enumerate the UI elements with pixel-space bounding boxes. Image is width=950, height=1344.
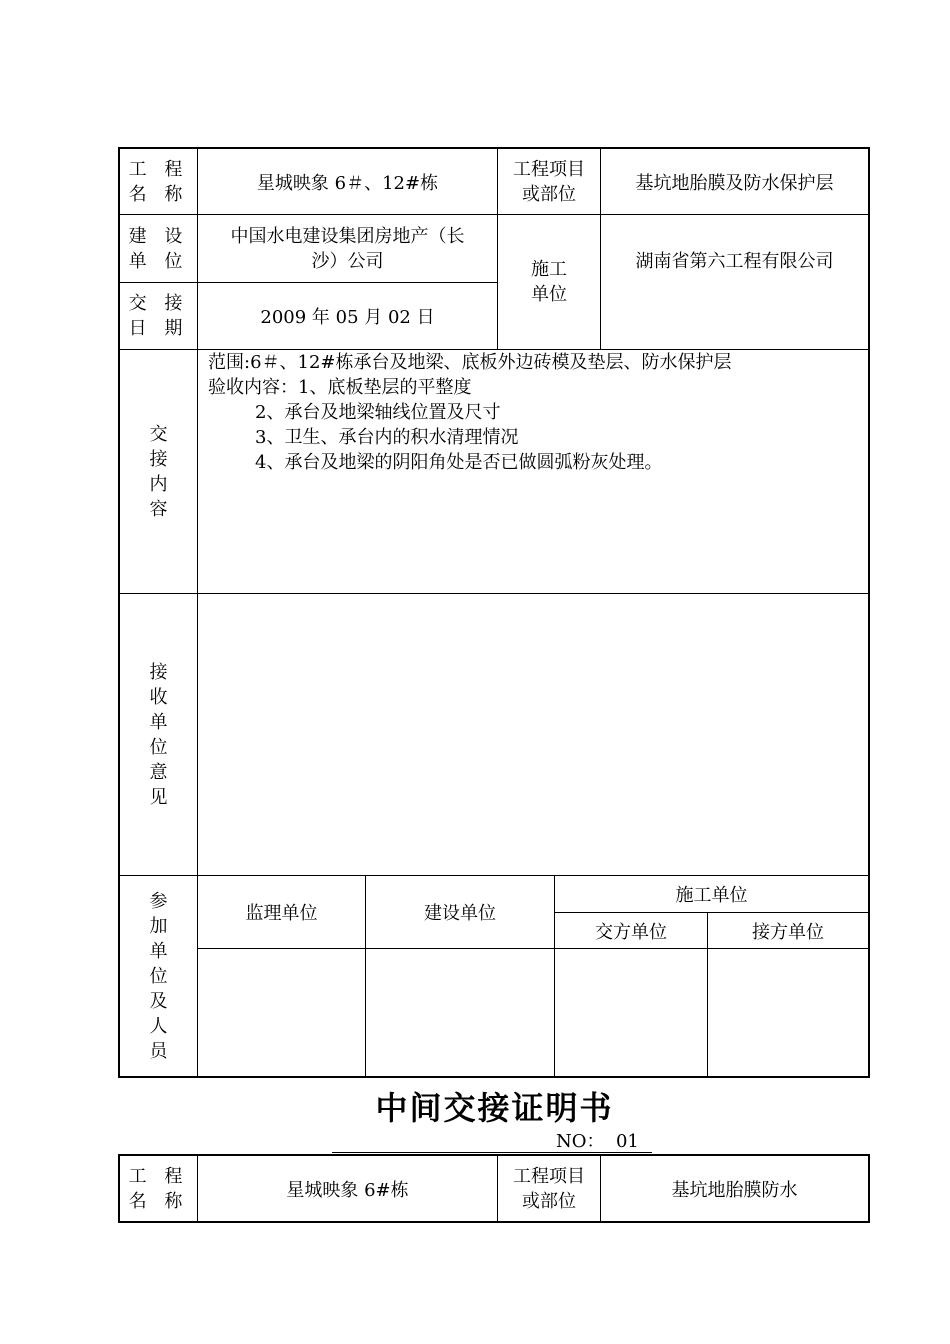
handover-date-value: 2009 年 05 月 02 日 <box>260 307 435 328</box>
document-title: 中间交接证明书 <box>375 1089 614 1127</box>
owner-label: 建设单位 <box>424 903 496 924</box>
project-item-label: 工程项目 或部位 <box>513 158 585 205</box>
opinion-label: 接收单位意见 <box>149 661 168 808</box>
project-name-value-2: 星城映象 6#栋 <box>286 1179 409 1201</box>
opinion-area <box>198 594 868 875</box>
project-item-label-2: 工程项目 或部位 <box>513 1165 585 1212</box>
builder-value: 中国水电建设集团房地产（长 沙）公司 <box>230 225 465 272</box>
number-underline <box>332 1131 652 1153</box>
project-item-value-2: 基坑地胎膜防水 <box>671 1179 798 1201</box>
project-name-label: 工 程 名 称 <box>128 158 189 205</box>
handover-party-label: 交方单位 <box>595 921 667 943</box>
content-line: 4、承台及地梁的阴阳角处是否已做圆弧粉灰处理。 <box>255 452 663 473</box>
builder-label: 建 设 单 位 <box>128 225 189 272</box>
content-line: 2、承台及地梁轴线位置及尺寸 <box>255 402 501 423</box>
document-number: NO： 01 <box>556 1131 639 1152</box>
construction-label: 施工单位 <box>675 885 748 906</box>
receiver-party-label: 接方单位 <box>752 921 824 943</box>
project-name-label-2: 工 程 名 称 <box>128 1165 189 1212</box>
content-label: 交接内容 <box>149 423 168 520</box>
content-line: 验收内容：1、底板垫层的平整度 <box>208 377 472 398</box>
project-item-value: 基坑地胎膜及防水保护层 <box>635 172 834 194</box>
handover-date-label: 交 接 日 期 <box>128 293 189 339</box>
contractor-value: 湖南省第六工程有限公司 <box>635 251 834 272</box>
project-name-value: 星城映象 6＃、12#栋 <box>256 172 439 194</box>
content-line: 3、卫生、承台内的积水清理情况 <box>255 427 519 448</box>
participants-label: 参加单位及人员 <box>149 890 168 1062</box>
content-line: 范围:6＃、12#栋承台及地梁、底板外边砖模及垫层、防水保护层 <box>208 352 732 373</box>
contractor-label: 施工 单位 <box>531 259 567 305</box>
supervisor-label: 监理单位 <box>245 903 318 924</box>
